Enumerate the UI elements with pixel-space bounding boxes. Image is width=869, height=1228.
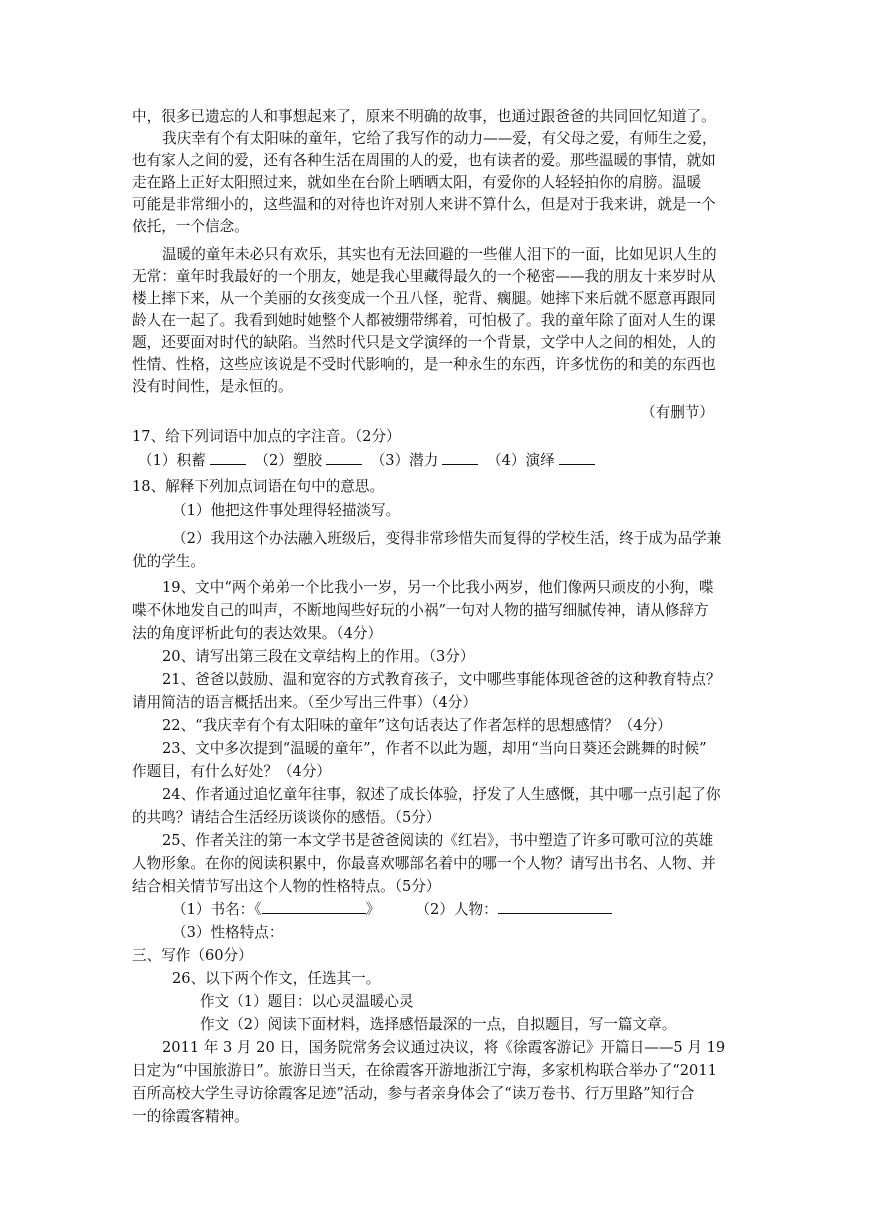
q24-line: 24、作者通过追忆童年往事，叙述了成长体验，抒发了人生感慨，其中哪一点引起了你 <box>162 786 721 803</box>
para3-line: 没有时间性，是永恒的。 <box>132 378 293 395</box>
para2-line: 依托，一个信念。 <box>132 218 249 235</box>
section-writing-heading: 三、写作（60分） <box>132 947 253 964</box>
q18-item-2: （2）我用这个办法融入班级后，变得非常珍惜失而复得的学校生活，终于成为品学兼 <box>172 530 722 547</box>
q20: 20、请写出第三段在文章结构上的作用。（3分） <box>162 648 475 665</box>
q21-line: 请用简洁的语言概括出来。（至少写出三件事）（4分） <box>132 694 477 711</box>
q25-trait-label: （3）性格特点： <box>172 924 284 941</box>
q25-line: 25、作者关注的第一本文学书是爸爸阅读的《红岩》，书中塑造了许多可歌可泣的英雄 <box>162 832 714 849</box>
q26-stem: 26、以下两个作文，任选其一。 <box>172 970 381 987</box>
q23-line: 23、文中多次提到“温暖的童年”，作者不以此为题，却用“当向日葵还会跳舞的时候” <box>162 740 707 757</box>
para3-line: 龄人在一起了。我看到她时她整个人都被绷带绑着，可怕极了。我的童年除了面对人生的课 <box>132 312 716 329</box>
para2-line: 走在路上正好太阳照过来，就如坐在台阶上晒晒太阳，有爱你的人轻轻拍你的肩膀。温暖 <box>132 174 702 191</box>
q25-line: 人物形象。在你的阅读积累中，你最喜欢哪部名着中的哪一个人物？请写出书名、人物、并 <box>132 855 716 872</box>
q17-item-2: （2）塑胶 <box>254 452 366 469</box>
material-line: 日定为“中国旅游日”。旅游日当天，在徐霞客开游地浙江宁海，多家机构联合举办了“2011 <box>132 1062 717 1079</box>
material-line: 百所高校大学生寻访徐霞客足迹”活动，参与者亲身体会了“读万卷书、行万里路”知行合 <box>132 1085 695 1102</box>
answer-blank[interactable] <box>442 450 478 465</box>
answer-blank[interactable] <box>326 450 362 465</box>
abridged-note: （有删节） <box>641 404 714 421</box>
answer-blank[interactable] <box>210 450 246 465</box>
q21-line: 21、爸爸以鼓励、温和宽容的方式教育孩子，文中哪些事能体现爸爸的这种教育特点？ <box>162 671 721 688</box>
person-blank[interactable] <box>498 899 612 914</box>
essay-option-2: 作文（2）阅读下面材料，选择感悟最深的一点，自拟题目，写一篇文章。 <box>200 1016 677 1033</box>
q17-items <box>138 450 748 472</box>
para3-line: 楼上摔下来，从一个美丽的女孩变成一个丑八怪，驼背、瘸腿。她摔下来后就不愿意再跟同 <box>132 290 716 307</box>
book-name-blank[interactable] <box>262 899 366 914</box>
para2-line: 也有家人之间的爱，还有各种生活在周围的人的爱，也有读者的爱。那些温暖的事情，就如 <box>132 152 716 169</box>
q23-line: 作题目，有什么好处？（4分） <box>132 763 332 780</box>
para3-line: 无常：童年时我最好的一个朋友，她是我心里藏得最久的一个秘密——我的朋友十来岁时从 <box>132 268 716 285</box>
q17-stem: 17、给下列词语中加点的字注音。（2分） <box>132 428 401 445</box>
para3-line: 温暖的童年未必只有欢乐，其实也有无法回避的一些催人泪下的一面，比如见识人生的 <box>162 246 717 263</box>
q18-item-2-cont: 优的学生。 <box>132 553 205 570</box>
essay-option-1: 作文（1）题目：以心灵温暖心灵 <box>200 993 414 1010</box>
paragraph-continuation: 中，很多已遗忘的人和事想起来了，原来不明确的故事，也通过跟爸爸的共同回忆知道了。 <box>132 108 716 125</box>
q17-item-4: （4）演绎 <box>487 452 599 469</box>
q25-line: 结合相关情节写出这个人物的性格特点。（5分） <box>132 878 441 895</box>
q17-item-3: （3）潜力 <box>371 452 483 469</box>
para3-line: 性情、性格，这些应该说是不受时代影响的，是一种永生的东西，许多忧伤的和美的东西也 <box>132 356 716 373</box>
answer-blank[interactable] <box>559 450 595 465</box>
para2-line: 可能是非常细小的，这些温和的对待也许对别人来讲不算什么，但是对于我来讲，就是一个 <box>132 196 716 213</box>
q22: 22、“我庆幸有个有太阳味的童年”这句话表达了作者怎样的思想感情？（4分） <box>162 717 672 734</box>
para2-line: 我庆幸有个有太阳味的童年，它给了我写作的动力——爱，有父母之爱，有师生之爱， <box>162 130 717 147</box>
material-line: 一的徐霞客精神。 <box>132 1108 249 1125</box>
q19-line: 19、文中“两个弟弟一个比我小一岁，另一个比我小两岁，他们像两只顽皮的小狗，喋 <box>162 579 714 596</box>
para3-line: 题，还要面对时代的缺陷。当然时代只是文学演绎的一个背景，文学中人之间的相处，人的 <box>132 334 716 351</box>
q17-item-1: （1）积蓄 <box>138 452 250 469</box>
q18-item-1: （1）他把这件事处理得轻描淡写。 <box>172 502 401 519</box>
q19-line: 法的角度评析此句的表达效果。（4分） <box>132 625 383 642</box>
q19-line: 喋不休地发自己的叫声，不断地闯些好玩的小祸”一句对人物的描写细腻传神，请从修辞方 <box>132 602 709 619</box>
q24-line: 的共鸣？请结合生活经历谈谈你的感悟。（5分） <box>132 809 441 826</box>
q18-stem: 18、解释下列加点词语在句中的意思。 <box>132 478 385 495</box>
material-line: 2011 年 3 月 20 日，国务院常务会议通过决议，将《徐霞客游记》开篇日——5 月 19 <box>162 1039 726 1056</box>
q25-fill-row: （1）书名：《 》 （2）人物： <box>172 899 782 921</box>
